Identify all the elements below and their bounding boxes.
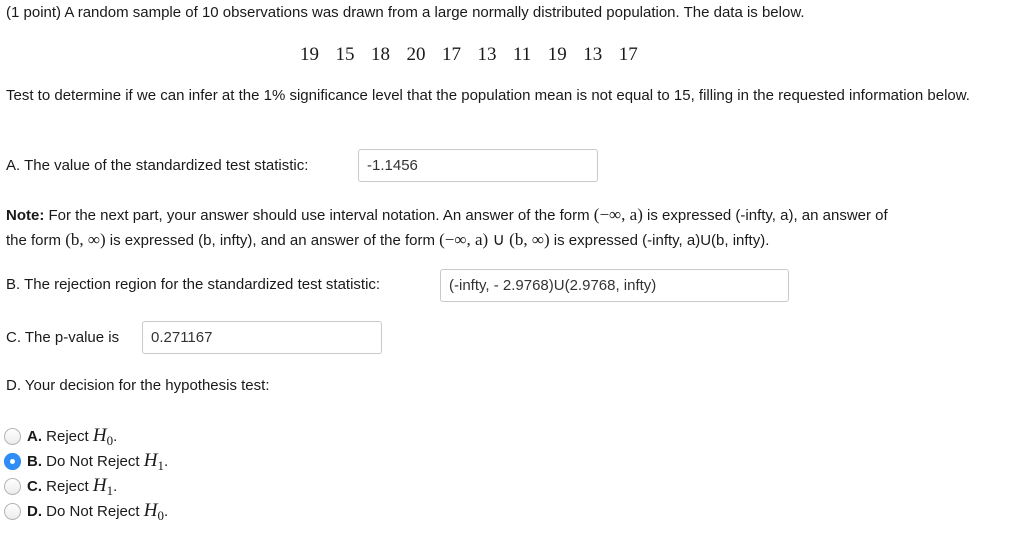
hypothesis-symbol: H — [92, 425, 107, 446]
rejection-region-input[interactable]: (-infty, - 2.9768)U(2.9768, infty) — [440, 269, 789, 302]
data-value: 18 — [371, 44, 390, 65]
option-a[interactable] — [4, 425, 117, 447]
option-letter: B. — [27, 453, 42, 470]
note-text: is expressed (b, infty), and an answer of the form — [105, 232, 440, 249]
hypothesis-symbol: H — [143, 450, 158, 471]
problem-intro: (1 point) A random sample of 10 observations was drawn from a large normally distributed population. The data is below. — [6, 4, 805, 21]
data-value: 20 — [406, 44, 426, 65]
note-text: For the next part, your answer should use interval notation. An answer of the form — [44, 207, 594, 224]
radio-button-selected[interactable] — [4, 453, 21, 470]
option-b[interactable] — [4, 450, 168, 472]
test-statistic-input[interactable]: -1.1456 — [358, 149, 598, 182]
math-interval: (b, ∞) — [65, 230, 106, 249]
note-bold: Note: — [6, 207, 45, 224]
hypothesis-subscript: 0 — [157, 508, 164, 523]
data-values — [300, 44, 654, 66]
part-d-label: D. Your decision for the hypothesis test: — [6, 377, 270, 394]
part-b-label: B. The rejection region for the standardized test statistic: — [6, 276, 381, 293]
hypothesis-symbol: H — [143, 500, 158, 521]
option-letter: D. — [27, 503, 42, 520]
note-text: is expressed (-infty, a)U(b, infty). — [549, 232, 770, 249]
data-value: 11 — [513, 44, 532, 65]
hypothesis-symbol: H — [92, 475, 107, 496]
hypothesis-subscript: 1 — [157, 458, 164, 473]
note-paragraph — [6, 203, 1022, 253]
option-letter: C. — [27, 478, 42, 495]
option-label: B. Do Not Reject H1. — [27, 450, 169, 473]
problem-task: Test to determine if we can infer at the 1% significance level that the population mean is not equal to 15, filling in the requested information below. — [6, 87, 970, 104]
option-label: A. Reject H0. — [27, 425, 118, 448]
data-value: 17 — [618, 44, 638, 65]
option-letter: A. — [27, 428, 42, 445]
data-value: 19 — [547, 44, 567, 65]
part-c-label: C. The p-value is — [6, 329, 120, 346]
data-value: 13 — [477, 44, 497, 65]
p-value-input[interactable]: 0.271167 — [142, 321, 382, 354]
math-interval: (−∞, a) — [593, 205, 643, 224]
data-value: 19 — [300, 44, 319, 65]
option-text: Reject — [46, 428, 89, 445]
option-c[interactable] — [4, 475, 117, 497]
math-interval: (−∞, a) ∪ (b, ∞) — [439, 230, 550, 249]
data-value: 13 — [583, 44, 603, 65]
option-d[interactable] — [4, 500, 168, 522]
option-label: D. Do Not Reject H0. — [27, 500, 169, 523]
radio-button[interactable] — [4, 428, 21, 445]
part-a-label: A. The value of the standardized test statistic: — [6, 157, 309, 174]
option-text: Reject — [46, 478, 89, 495]
radio-button[interactable] — [4, 503, 21, 520]
option-text: Do Not Reject — [46, 503, 140, 520]
option-text: Do Not Reject — [46, 453, 140, 470]
option-label: C. Reject H1. — [27, 475, 118, 498]
hypothesis-subscript: 1 — [106, 483, 114, 498]
radio-button[interactable] — [4, 478, 21, 495]
data-value: 17 — [442, 44, 461, 65]
note-text: is expressed (-infty, a), an answer of — [642, 207, 888, 224]
data-value: 15 — [335, 44, 355, 65]
hypothesis-subscript: 0 — [106, 433, 114, 448]
note-text: the form — [6, 232, 66, 249]
